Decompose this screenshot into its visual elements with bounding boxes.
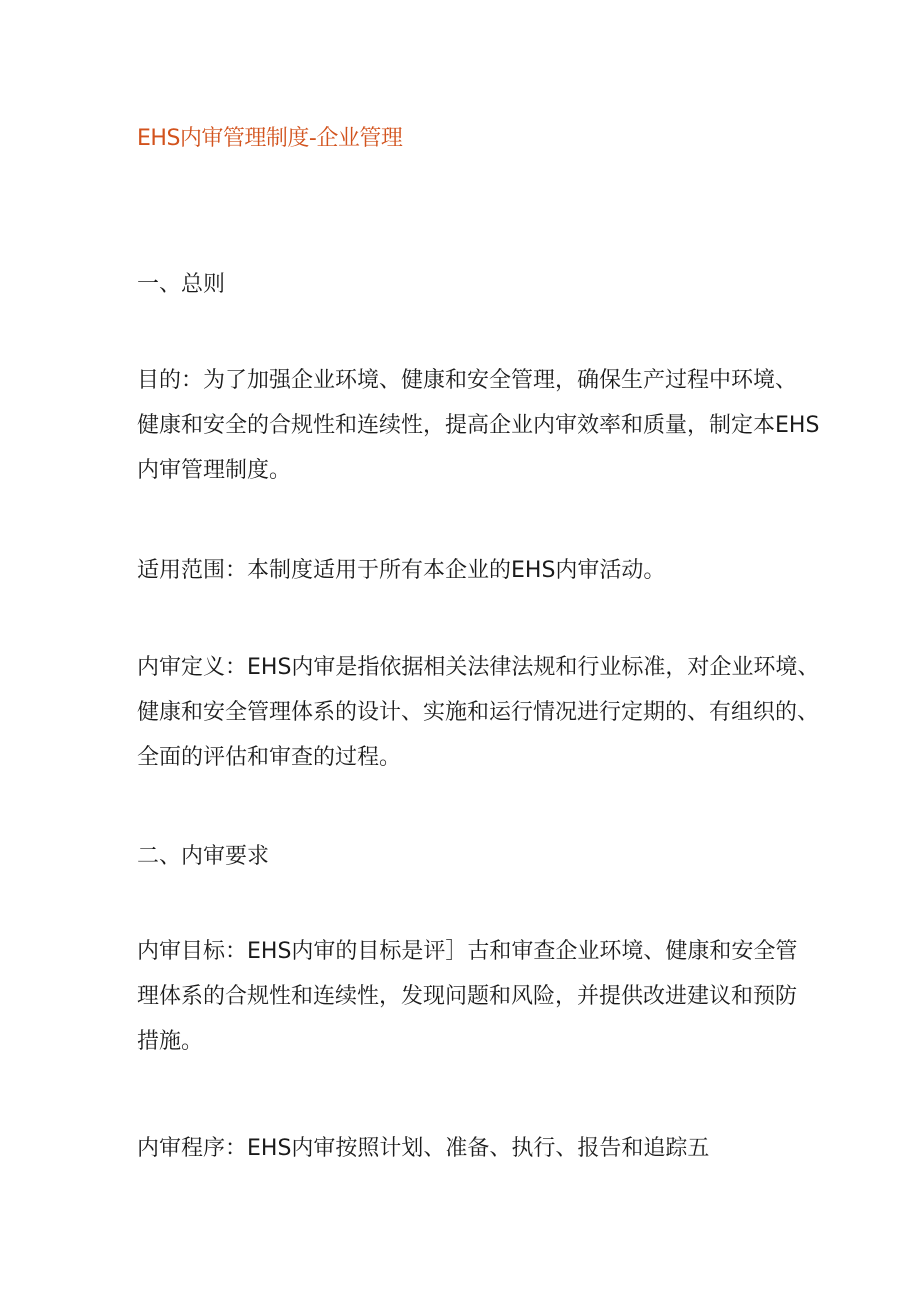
- paragraph-line: 理体系的合规性和连续性，发现问题和风险，并提供改进建议和预防: [137, 984, 798, 1009]
- paragraph-line: 内审定义：EHS内审是指依据相关法律法规和行业标准，对企业环境、: [137, 655, 820, 680]
- paragraph-line: 健康和安全管理体系的设计、实施和运行情况进行定期的、有组织的、: [137, 700, 820, 725]
- paragraph-line: 全面的评估和审查的过程。: [137, 745, 402, 770]
- paragraph-line: 内审程序：EHS内审按照计划、准备、执行、报告和追踪五: [137, 1136, 710, 1161]
- paragraph-line: 适用范围：本制度适用于所有本企业的EHS内审活动。: [137, 558, 666, 583]
- paragraph-line: 措施。: [137, 1029, 204, 1054]
- paragraph-line: 健康和安全的合规性和连续性，提高企业内审效率和质量，制定本EHS: [137, 413, 820, 438]
- paragraph-line: 内审目标：EHS内审的目标是评］古和审查企业环境、健康和安全管: [137, 939, 798, 964]
- section-heading-requirements: 二、内审要求: [137, 844, 270, 869]
- document-title: EHS内审管理制度-企业管理: [137, 126, 403, 151]
- paragraph-objective: [137, 929, 797, 1064]
- paragraph-definition: [137, 645, 820, 780]
- paragraph-line: 内审管理制度。: [137, 458, 292, 483]
- paragraph-procedure: [137, 1126, 797, 1171]
- section-heading-general: 一、总则: [137, 272, 226, 297]
- paragraph-scope: [137, 548, 797, 593]
- paragraph-line: 目的：为了加强企业环境、健康和安全管理，确保生产过程中环境、: [137, 368, 798, 393]
- paragraph-purpose: [137, 358, 820, 493]
